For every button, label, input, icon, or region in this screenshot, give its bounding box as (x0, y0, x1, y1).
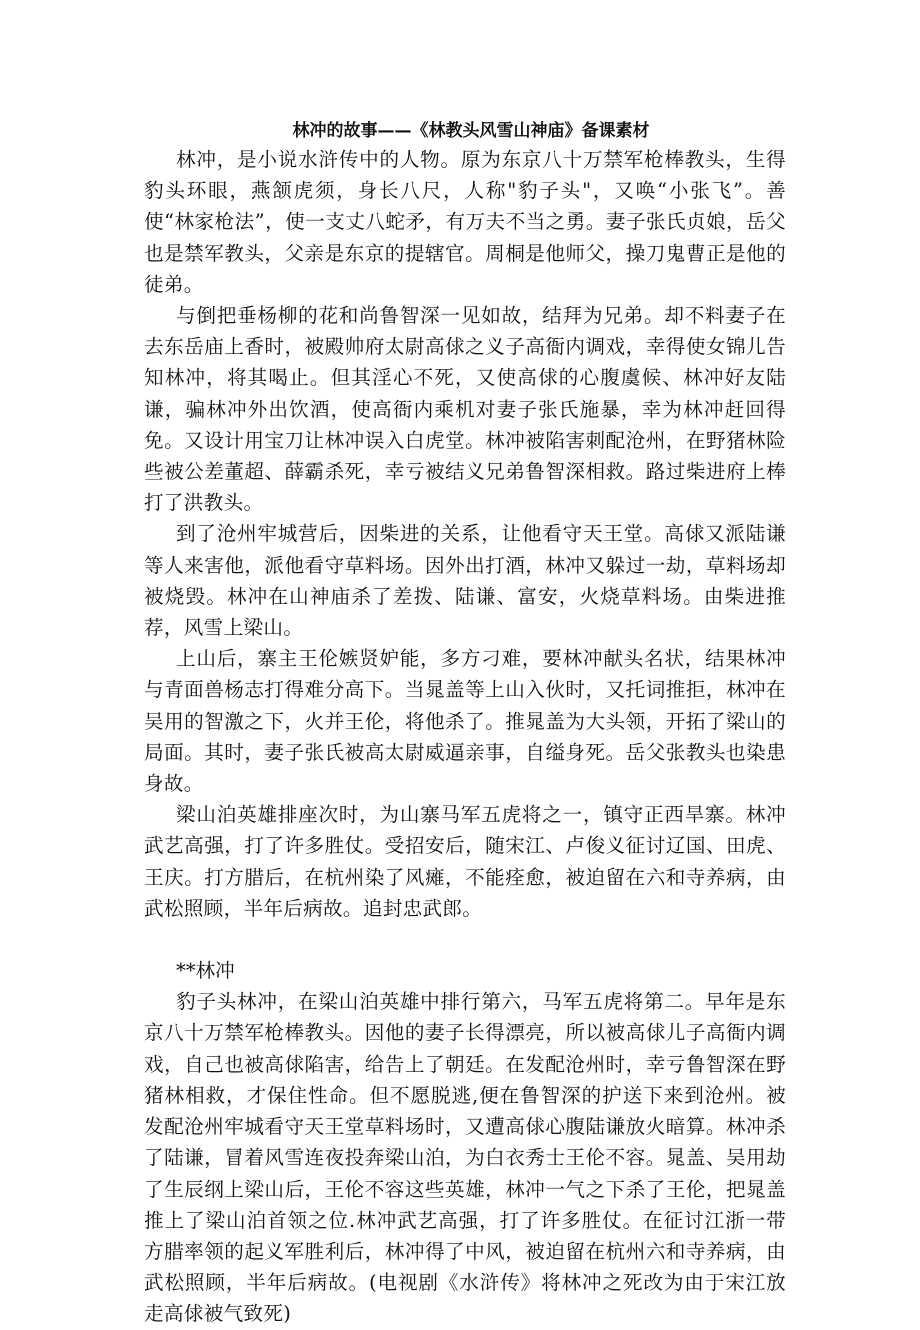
document-body (144, 118, 786, 1330)
paragraph-liangshan: 上山后，寨主王伦嫉贤妒能，多方刁难，要林冲献头名状，结果林冲与青面兽杨志打得难分高下。当晁盖等上山入伙时，又托词推拒，林冲在吴用的智激之下，火并王伦，将他杀了。推晁盖为大头领，开拓了梁山的局面。其时，妻子张氏被高太尉威逼亲事，自缢身死。岳父张教头也染患身故。 (144, 647, 786, 796)
section-heading: **林冲 (176, 959, 235, 983)
paragraph-summary: 豹子头林冲，在梁山泊英雄中排行第六，马军五虎将第二。早年是东京八十万禁军枪棒教头。因他的妻子长得漂亮，所以被高俅儿子高衙内调戏，自己也被高俅陷害，给告上了朝廷。在发配沧州时，幸亏鲁智深在野猪林相救，才保住性命。但不愿脱逃,便在鲁智深的护送下来到沧州。被发配沧州牢城看守天王堂草料场时，又遭高俅心腹陆谦放火暗算。林冲杀了陆谦，冒着风雪连夜投奔梁山泊，为白衣秀士王伦不容。晁盖、吴用劫了生辰纲上梁山后，王伦不容这些英雄，林冲一气之下杀了王伦，把晁盖推上了梁山泊首领之位.林冲武艺高强，打了许多胜仗。在征讨江浙一带方腊率领的起义军胜利后，林冲得了中风，被迫留在杭州六和寺养病，由武松照顾，半年后病故。(电视剧《水浒传》将林冲之死改为由于宋江放走高俅被气致死) (144, 990, 786, 1326)
paragraph-intro: 林冲，是小说水浒传中的人物。原为东京八十万禁军枪棒教头，生得豹头环眼，燕颔虎须，身长八尺，人称"豹子头"，又唤“小张飞”。善使“林家枪法”，使一支丈八蛇矛，有万夫不当之勇。妻子张氏贞娘，岳父也是禁军教头，父亲是东京的提辖官。周桐是他师父，操刀鬼曹正是他的徒弟。 (144, 148, 786, 296)
document-title: 林冲的故事——《林教头风雪山神庙》备课素材 (292, 121, 650, 141)
paragraph-cangzhou: 到了沧州牢城营后，因柴进的关系，让他看守天王堂。高俅又派陆谦等人来害他，派他看守草料场。因外出打酒，林冲又躲过一劫，草料场却被烧毁。林冲在山神庙杀了差拨、陆谦、富安，火烧草料场。由柴进推荐，风雪上梁山。 (144, 522, 786, 640)
blank-line (144, 924, 786, 955)
paragraph-later-life: 梁山泊英雄排座次时，为山寨马军五虎将之一，镇守正西旱寨。林冲武艺高强，打了许多胜仗。受招安后，随宋江、卢俊义征讨辽国、田虎、王庆。打方腊后，在杭州染了风瘫，不能痊愈，被迫留在六和寺养病，由武松照顾，半年后病故。追封忠武郎。 (144, 803, 786, 920)
paragraph-early-life: 与倒把垂杨柳的花和尚鲁智深一见如故，结拜为兄弟。却不料妻子在去东岳庙上香时，被殿帅府太尉高俅之义子高衙内调戏，幸得使女锦儿告知林冲，将其喝止。但其淫心不死，又使高俅的心腹虞候、林冲好友陆谦，骗林冲外出饮酒，使高衙内乘机对妻子张氏施暴，幸为林冲赶回得免。又设计用宝刀让林冲误入白虎堂。林冲被陷害刺配沧州，在野猪林险些被公差董超、薛霸杀死，幸亏被结义兄弟鲁智深相救。路过柴进府上棒打了洪教头。 (144, 304, 786, 515)
